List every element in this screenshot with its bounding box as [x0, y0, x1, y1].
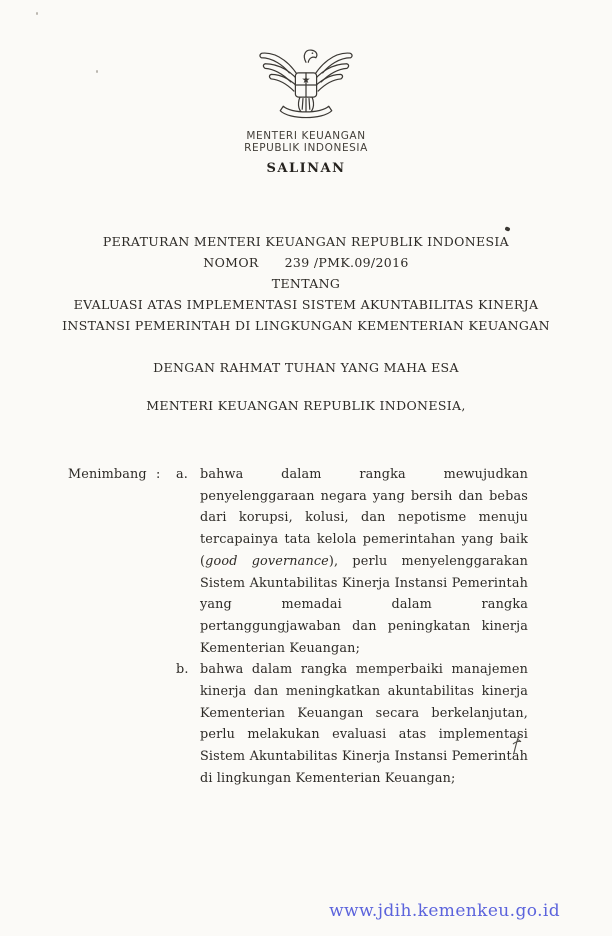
- tentang-label: TENTANG: [271, 276, 341, 291]
- ministry-name-line2: REPUBLIK INDONESIA: [244, 142, 368, 154]
- garuda-pancasila-emblem-icon: [256, 44, 356, 126]
- scan-speck: [96, 70, 98, 73]
- copy-stamp: SALINAN: [266, 161, 346, 176]
- item-marker-b: b.: [176, 662, 189, 678]
- menimbang-separator: :: [156, 467, 161, 482]
- consideration-item-a: [176, 464, 528, 659]
- regulation-title-block: [0, 231, 612, 336]
- considerations-list: [176, 464, 528, 790]
- handwritten-initial-mark: [509, 733, 526, 756]
- consideration-paragraph-a: bahwa dalam rangka mewujudkan penyelenggaraan negara yang bersih dan bebas dari korupsi, kolusi, dan nepotisme menuju tercapainya tata kelola pemerintahan yang baik (good governance), perlu menyelenggarakan Sistem Akuntabilitas Kinerja Instansi Pemerintah yang memadai dalam rangka pertanggungjawaban dan peningkatan kinerja Kementerian Keuangan;: [200, 467, 528, 656]
- jdih-link[interactable]: www.jdih.kemenkeu.go.id: [329, 901, 560, 921]
- invocation-line: DENGAN RAHMAT TUHAN YANG MAHA ESA: [153, 360, 459, 375]
- consideration-item-b: [176, 659, 528, 789]
- menimbang-label: Menimbang: [68, 467, 147, 482]
- ministry-name-line1: MENTERI KEUANGAN: [246, 130, 366, 142]
- subject-line1: EVALUASI ATAS IMPLEMENTASI SISTEM AKUNTABILITAS KINERJA: [73, 297, 539, 312]
- item-marker-a: a.: [176, 467, 188, 482]
- regulation-number: NOMOR 239 /PMK.09/2016: [203, 255, 409, 270]
- regulation-title: PERATURAN MENTERI KEUANGAN REPUBLIK INDONESIA: [102, 234, 510, 249]
- consideration-paragraph-b: bahwa dalam rangka memperbaiki manajemen kinerja dan meningkatkan akuntabilitas kinerja Kementerian Keuangan secara berkelanjutan, perlu melakukan evaluasi atas implementasi Sistem Akuntabilitas Kinerja Instansi Pemerintah di lingkungan Kementerian Keuangan;: [200, 662, 528, 786]
- considerations-section: [68, 464, 528, 790]
- subject-line2: INSTANSI PEMERINTAH DI LINGKUNGAN KEMENTERIAN KEUANGAN: [62, 318, 550, 333]
- document-header: [0, 44, 612, 176]
- scan-speck: [36, 12, 38, 15]
- issuer-line: MENTERI KEUANGAN REPUBLIK INDONESIA,: [146, 398, 466, 413]
